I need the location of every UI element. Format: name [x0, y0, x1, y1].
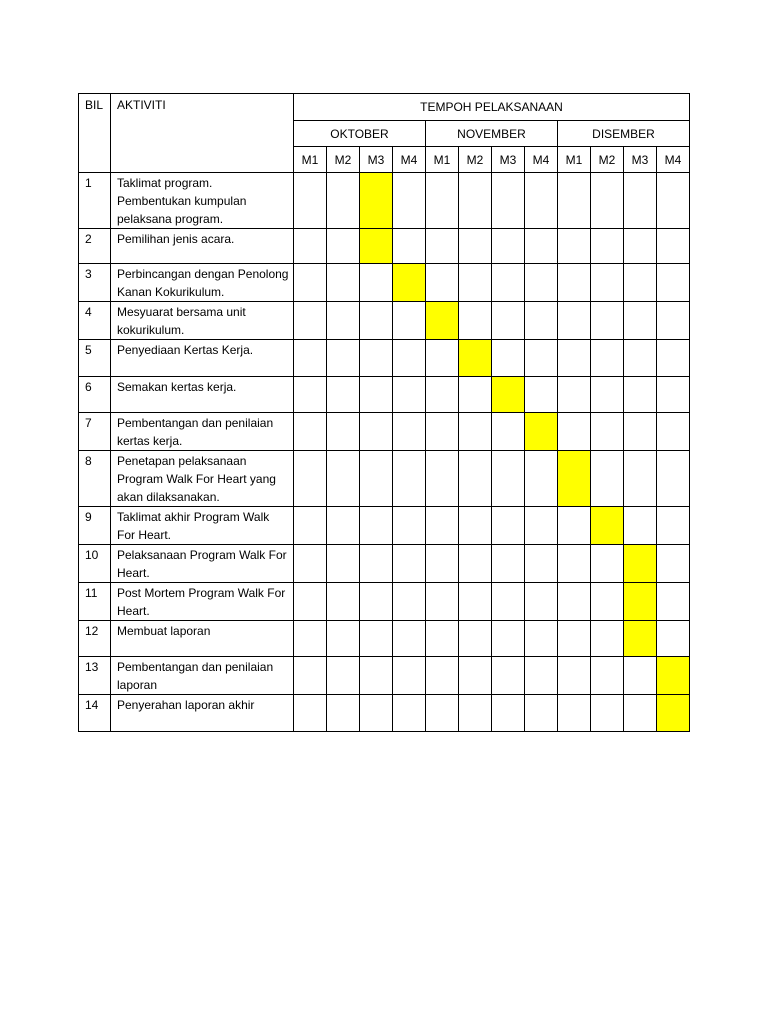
schedule-cell	[360, 451, 393, 507]
schedule-cell	[624, 657, 657, 695]
schedule-cell	[426, 229, 459, 264]
schedule-cell	[657, 229, 690, 264]
schedule-cell	[558, 340, 591, 377]
schedule-cell	[591, 413, 624, 451]
schedule-cell	[360, 545, 393, 583]
activity-cell: Membuat laporan	[111, 621, 294, 657]
schedule-cell	[459, 451, 492, 507]
schedule-cell	[657, 583, 690, 621]
schedule-cell	[492, 695, 525, 732]
schedule-cell-highlighted	[492, 377, 525, 413]
schedule-cell	[327, 302, 360, 340]
schedule-cell	[294, 173, 327, 229]
gantt-table	[78, 93, 690, 732]
schedule-cell	[591, 545, 624, 583]
schedule-cell	[624, 377, 657, 413]
schedule-cell	[360, 377, 393, 413]
schedule-cell	[327, 583, 360, 621]
schedule-cell	[525, 340, 558, 377]
schedule-cell	[393, 413, 426, 451]
schedule-cell	[294, 302, 327, 340]
schedule-cell	[360, 340, 393, 377]
schedule-cell	[426, 377, 459, 413]
schedule-cell	[459, 621, 492, 657]
schedule-cell	[294, 621, 327, 657]
schedule-cell	[294, 583, 327, 621]
week-header: M3	[360, 147, 393, 173]
gantt-body	[79, 173, 690, 732]
schedule-cell	[327, 621, 360, 657]
schedule-cell	[591, 173, 624, 229]
table-row	[79, 583, 690, 621]
table-row	[79, 695, 690, 732]
schedule-cell	[294, 264, 327, 302]
row-number: 2	[79, 229, 111, 264]
schedule-cell	[525, 173, 558, 229]
schedule-cell	[492, 340, 525, 377]
schedule-cell	[393, 451, 426, 507]
schedule-cell	[294, 413, 327, 451]
schedule-cell	[327, 264, 360, 302]
schedule-cell	[393, 657, 426, 695]
row-number: 5	[79, 340, 111, 377]
schedule-cell	[558, 413, 591, 451]
schedule-cell	[393, 229, 426, 264]
schedule-cell-highlighted	[591, 507, 624, 545]
schedule-cell	[657, 545, 690, 583]
schedule-cell	[393, 302, 426, 340]
schedule-cell	[591, 340, 624, 377]
schedule-cell	[525, 229, 558, 264]
schedule-cell	[657, 264, 690, 302]
schedule-cell	[657, 451, 690, 507]
schedule-cell	[294, 545, 327, 583]
activity-cell: Pembentangan dan penilaian laporan	[111, 657, 294, 695]
table-row	[79, 173, 690, 229]
schedule-cell	[459, 657, 492, 695]
schedule-cell-highlighted	[558, 451, 591, 507]
schedule-cell	[525, 377, 558, 413]
schedule-cell	[360, 621, 393, 657]
schedule-cell	[459, 229, 492, 264]
schedule-cell	[624, 413, 657, 451]
schedule-cell	[624, 507, 657, 545]
row-number: 4	[79, 302, 111, 340]
schedule-cell	[360, 657, 393, 695]
activity-cell: Pelaksanaan Program Walk For Heart.	[111, 545, 294, 583]
schedule-cell	[525, 302, 558, 340]
month-header: DISEMBER	[558, 121, 690, 147]
row-number: 8	[79, 451, 111, 507]
schedule-cell	[426, 695, 459, 732]
schedule-cell-highlighted	[624, 621, 657, 657]
schedule-cell	[426, 340, 459, 377]
week-header: M2	[459, 147, 492, 173]
schedule-cell	[558, 229, 591, 264]
schedule-cell	[327, 451, 360, 507]
schedule-cell	[558, 545, 591, 583]
schedule-cell	[294, 657, 327, 695]
week-header: M1	[558, 147, 591, 173]
schedule-cell	[624, 173, 657, 229]
activity-cell: Semakan kertas kerja.	[111, 377, 294, 413]
month-header: NOVEMBER	[426, 121, 558, 147]
schedule-cell	[327, 695, 360, 732]
schedule-cell	[591, 621, 624, 657]
schedule-cell	[360, 695, 393, 732]
schedule-cell	[360, 507, 393, 545]
schedule-cell	[426, 657, 459, 695]
schedule-cell	[591, 302, 624, 340]
schedule-cell	[624, 695, 657, 732]
schedule-cell	[459, 507, 492, 545]
schedule-cell	[393, 583, 426, 621]
row-number: 3	[79, 264, 111, 302]
row-number: 11	[79, 583, 111, 621]
row-number: 9	[79, 507, 111, 545]
schedule-cell	[426, 545, 459, 583]
activity-cell: Post Mortem Program Walk For Heart.	[111, 583, 294, 621]
schedule-cell	[459, 377, 492, 413]
schedule-cell	[591, 377, 624, 413]
schedule-cell	[492, 507, 525, 545]
activity-cell: Penyerahan laporan akhir	[111, 695, 294, 732]
schedule-cell	[657, 377, 690, 413]
schedule-cell	[294, 695, 327, 732]
table-row	[79, 340, 690, 377]
activity-cell: Pemilihan jenis acara.	[111, 229, 294, 264]
week-header: M1	[426, 147, 459, 173]
schedule-cell	[492, 621, 525, 657]
schedule-sheet	[78, 93, 690, 732]
schedule-cell	[459, 695, 492, 732]
schedule-cell	[327, 657, 360, 695]
schedule-cell	[558, 302, 591, 340]
schedule-cell	[624, 451, 657, 507]
activity-cell: Penyediaan Kertas Kerja.	[111, 340, 294, 377]
row-number: 14	[79, 695, 111, 732]
activity-cell: Penetapan pelaksanaan Program Walk For Heart yang akan dilaksanakan.	[111, 451, 294, 507]
schedule-cell	[393, 377, 426, 413]
row-number: 6	[79, 377, 111, 413]
schedule-cell-highlighted	[657, 695, 690, 732]
schedule-cell	[426, 173, 459, 229]
week-header: M2	[327, 147, 360, 173]
activity-cell: Pembentangan dan penilaian kertas kerja.	[111, 413, 294, 451]
schedule-cell	[492, 264, 525, 302]
schedule-cell	[591, 229, 624, 264]
schedule-cell	[525, 695, 558, 732]
month-header: OKTOBER	[294, 121, 426, 147]
schedule-cell	[360, 264, 393, 302]
schedule-cell	[591, 451, 624, 507]
schedule-cell	[426, 413, 459, 451]
schedule-cell	[426, 621, 459, 657]
activity-cell: Taklimat akhir Program Walk For Heart.	[111, 507, 294, 545]
table-row	[79, 413, 690, 451]
schedule-cell	[492, 173, 525, 229]
row-number: 7	[79, 413, 111, 451]
schedule-cell	[558, 377, 591, 413]
schedule-cell	[591, 583, 624, 621]
header-bil: BIL	[79, 94, 111, 173]
schedule-cell	[525, 264, 558, 302]
schedule-cell	[327, 507, 360, 545]
schedule-cell	[525, 451, 558, 507]
week-header: M1	[294, 147, 327, 173]
week-header: M4	[657, 147, 690, 173]
schedule-cell-highlighted	[525, 413, 558, 451]
schedule-cell	[657, 507, 690, 545]
schedule-cell-highlighted	[360, 173, 393, 229]
schedule-cell	[558, 621, 591, 657]
schedule-cell	[393, 695, 426, 732]
week-header: M4	[525, 147, 558, 173]
schedule-cell	[558, 264, 591, 302]
schedule-cell	[525, 657, 558, 695]
schedule-cell	[558, 507, 591, 545]
schedule-cell	[492, 545, 525, 583]
schedule-cell	[360, 583, 393, 621]
schedule-cell	[657, 413, 690, 451]
schedule-cell	[393, 173, 426, 229]
schedule-cell	[591, 657, 624, 695]
schedule-cell	[426, 507, 459, 545]
schedule-cell	[657, 621, 690, 657]
schedule-cell	[657, 302, 690, 340]
schedule-cell	[459, 583, 492, 621]
schedule-cell	[492, 451, 525, 507]
schedule-cell	[525, 545, 558, 583]
schedule-cell	[360, 302, 393, 340]
schedule-cell	[657, 340, 690, 377]
schedule-cell	[558, 583, 591, 621]
schedule-cell	[525, 583, 558, 621]
schedule-cell	[459, 264, 492, 302]
table-row	[79, 657, 690, 695]
week-header: M2	[591, 147, 624, 173]
week-header: M3	[624, 147, 657, 173]
row-number: 10	[79, 545, 111, 583]
schedule-cell	[294, 229, 327, 264]
schedule-cell	[294, 340, 327, 377]
schedule-cell	[393, 507, 426, 545]
header-aktiviti: AKTIVITI	[111, 94, 294, 173]
schedule-cell	[624, 264, 657, 302]
schedule-cell	[393, 621, 426, 657]
table-row	[79, 451, 690, 507]
schedule-cell	[327, 340, 360, 377]
schedule-cell	[525, 507, 558, 545]
table-row	[79, 377, 690, 413]
schedule-cell	[492, 583, 525, 621]
table-row	[79, 229, 690, 264]
table-row	[79, 621, 690, 657]
schedule-cell	[492, 229, 525, 264]
schedule-cell	[657, 173, 690, 229]
schedule-cell	[525, 621, 558, 657]
header-tempoh: TEMPOH PELAKSANAAN	[294, 94, 690, 121]
row-number: 1	[79, 173, 111, 229]
row-number: 12	[79, 621, 111, 657]
schedule-cell	[393, 340, 426, 377]
schedule-cell	[459, 413, 492, 451]
schedule-cell	[591, 264, 624, 302]
schedule-cell	[327, 229, 360, 264]
schedule-cell-highlighted	[657, 657, 690, 695]
schedule-cell	[294, 507, 327, 545]
schedule-cell	[624, 340, 657, 377]
table-row	[79, 302, 690, 340]
activity-cell: Mesyuarat bersama unit kokurikulum.	[111, 302, 294, 340]
table-row	[79, 545, 690, 583]
table-row	[79, 264, 690, 302]
schedule-cell	[327, 173, 360, 229]
schedule-cell	[459, 302, 492, 340]
schedule-cell	[459, 173, 492, 229]
week-header: M4	[393, 147, 426, 173]
activity-cell: Perbincangan dengan Penolong Kanan Kokurikulum.	[111, 264, 294, 302]
schedule-cell	[558, 695, 591, 732]
schedule-cell	[327, 377, 360, 413]
schedule-cell	[393, 545, 426, 583]
schedule-cell	[492, 657, 525, 695]
activity-cell: Taklimat program. Pembentukan kumpulan pelaksana program.	[111, 173, 294, 229]
schedule-cell-highlighted	[459, 340, 492, 377]
row-number: 13	[79, 657, 111, 695]
schedule-cell-highlighted	[624, 545, 657, 583]
schedule-cell	[492, 413, 525, 451]
schedule-cell	[294, 451, 327, 507]
schedule-cell	[624, 229, 657, 264]
header-row-1	[79, 94, 690, 121]
week-header: M3	[492, 147, 525, 173]
schedule-cell-highlighted	[360, 229, 393, 264]
schedule-cell	[327, 545, 360, 583]
schedule-cell	[558, 657, 591, 695]
schedule-cell	[360, 413, 393, 451]
schedule-cell	[558, 173, 591, 229]
schedule-cell	[426, 264, 459, 302]
schedule-cell	[624, 302, 657, 340]
table-row	[79, 507, 690, 545]
schedule-cell-highlighted	[624, 583, 657, 621]
schedule-cell	[327, 413, 360, 451]
schedule-cell-highlighted	[426, 302, 459, 340]
schedule-cell	[294, 377, 327, 413]
schedule-cell	[426, 583, 459, 621]
schedule-cell	[459, 545, 492, 583]
schedule-cell	[426, 451, 459, 507]
schedule-cell-highlighted	[393, 264, 426, 302]
schedule-cell	[591, 695, 624, 732]
schedule-cell	[492, 302, 525, 340]
